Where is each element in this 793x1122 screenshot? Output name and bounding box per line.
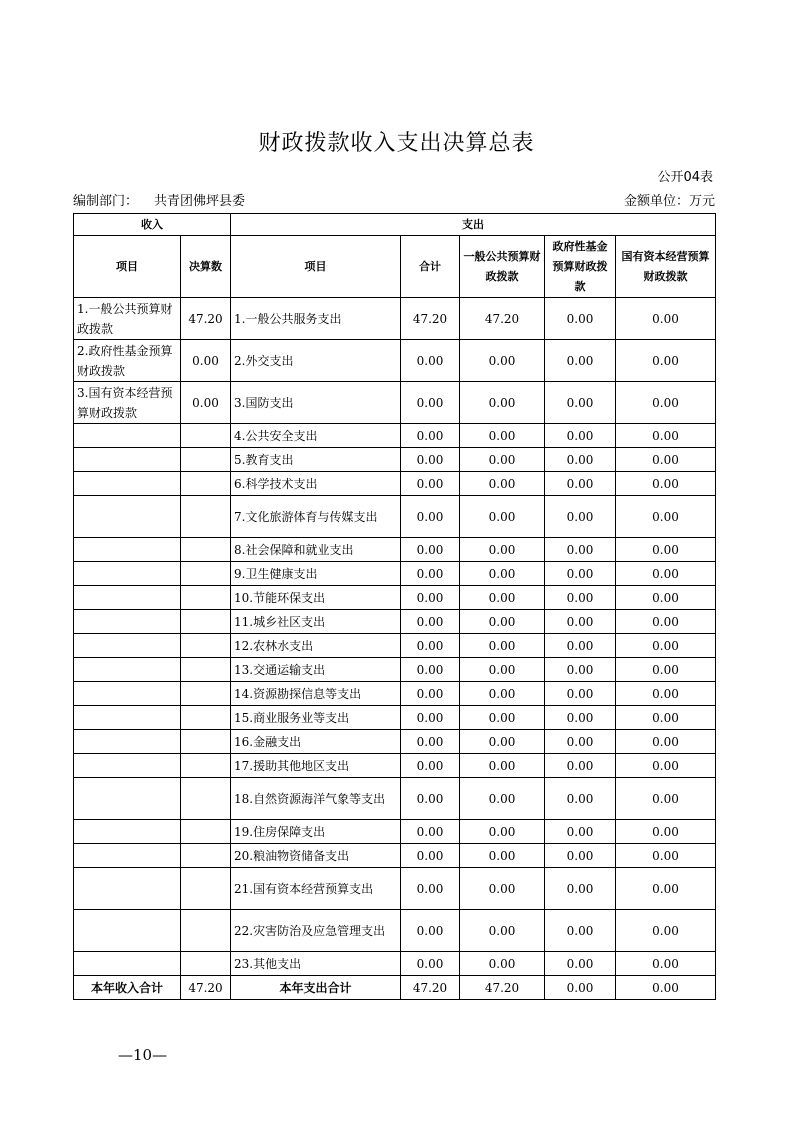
- expense-item-cell: 23.其他支出: [231, 952, 401, 976]
- general-budget-cell: 0.00: [460, 682, 545, 706]
- table-row: [74, 634, 716, 658]
- income-item-cell: [74, 448, 181, 472]
- income-item-cell: [74, 844, 181, 868]
- expense-total-cell: 0.00: [401, 562, 460, 586]
- general-budget-cell: 0.00: [460, 382, 545, 424]
- expense-total-cell: 47.20: [401, 298, 460, 340]
- general-budget-cell: 0.00: [460, 538, 545, 562]
- expense-item-cell: 14.资源勘探信息等支出: [231, 682, 401, 706]
- expense-total-cell: 0.00: [401, 472, 460, 496]
- expense-item-cell: 13.交通运输支出: [231, 658, 401, 682]
- expense-total-fund: 0.00: [545, 976, 616, 1000]
- fund-budget-cell: 0.00: [545, 706, 616, 730]
- income-value-cell: [181, 586, 231, 610]
- table-row: [74, 298, 716, 340]
- income-value-cell: [181, 634, 231, 658]
- income-value-cell: [181, 538, 231, 562]
- expense-total-cell: 0.00: [401, 340, 460, 382]
- expense-total-cell: 0.00: [401, 634, 460, 658]
- state-capital-cell: 0.00: [616, 682, 716, 706]
- fund-budget-cell: 0.00: [545, 778, 616, 820]
- expense-total-cell: 0.00: [401, 682, 460, 706]
- expense-total-cell: 0.00: [401, 754, 460, 778]
- state-capital-cell: 0.00: [616, 496, 716, 538]
- income-item-cell: [74, 910, 181, 952]
- income-value-cell: [181, 754, 231, 778]
- expense-total-cell: 0.00: [401, 538, 460, 562]
- expense-total-label: 本年支出合计: [231, 976, 401, 1000]
- general-budget-cell: 0.00: [460, 340, 545, 382]
- general-budget-cell: 0.00: [460, 820, 545, 844]
- fund-budget-cell: 0.00: [545, 496, 616, 538]
- fund-budget-cell: 0.00: [545, 910, 616, 952]
- expense-total-cell: 0.00: [401, 706, 460, 730]
- income-value-cell: [181, 952, 231, 976]
- general-budget-cell: 0.00: [460, 562, 545, 586]
- state-capital-cell: 0.00: [616, 634, 716, 658]
- state-capital-cell: 0.00: [616, 910, 716, 952]
- expense-total-cell: 0.00: [401, 382, 460, 424]
- fund-budget-cell: 0.00: [545, 562, 616, 586]
- income-value-cell: [181, 496, 231, 538]
- income-item-cell: [74, 610, 181, 634]
- expense-total-value: 47.20: [401, 976, 460, 1000]
- income-item-cell: [74, 682, 181, 706]
- general-budget-cell: 0.00: [460, 658, 545, 682]
- expense-item-cell: 7.文化旅游体育与传媒支出: [231, 496, 401, 538]
- expense-item-cell: 20.粮油物资储备支出: [231, 844, 401, 868]
- table-row: [74, 448, 716, 472]
- table-row: [74, 868, 716, 910]
- expense-total-cell: 0.00: [401, 448, 460, 472]
- fund-budget-cell: 0.00: [545, 382, 616, 424]
- expense-total-cell: 0.00: [401, 730, 460, 754]
- fund-budget-cell: 0.00: [545, 844, 616, 868]
- fund-budget-cell: 0.00: [545, 610, 616, 634]
- expense-header: 支出: [231, 214, 716, 236]
- income-item-cell: 1.一般公共预算财政拨款: [74, 298, 181, 340]
- general-budget-cell: 0.00: [460, 868, 545, 910]
- state-capital-cell: 0.00: [616, 658, 716, 682]
- expense-item-header: 项目: [231, 236, 401, 298]
- income-item-cell: [74, 586, 181, 610]
- table-row: [74, 658, 716, 682]
- income-header: 收入: [74, 214, 231, 236]
- income-item-cell: [74, 952, 181, 976]
- income-item-cell: [74, 658, 181, 682]
- state-capital-cell: 0.00: [616, 730, 716, 754]
- table-row: [74, 424, 716, 448]
- meta-line: [73, 190, 715, 209]
- table-row: [74, 382, 716, 424]
- expense-total-state: 0.00: [616, 976, 716, 1000]
- fund-budget-cell: 0.00: [545, 448, 616, 472]
- table-row: [74, 340, 716, 382]
- expense-item-cell: 6.科学技术支出: [231, 472, 401, 496]
- expense-item-cell: 4.公共安全支出: [231, 424, 401, 448]
- budget-table: [73, 213, 716, 1000]
- income-value-cell: [181, 658, 231, 682]
- general-budget-header: 一般公共预算财政拨款: [460, 236, 545, 298]
- state-capital-cell: 0.00: [616, 610, 716, 634]
- expense-item-cell: 3.国防支出: [231, 382, 401, 424]
- expense-item-cell: 21.国有资本经营预算支出: [231, 868, 401, 910]
- fund-budget-cell: 0.00: [545, 682, 616, 706]
- income-value-cell: [181, 424, 231, 448]
- state-capital-cell: 0.00: [616, 448, 716, 472]
- state-capital-cell: 0.00: [616, 382, 716, 424]
- fund-budget-cell: 0.00: [545, 472, 616, 496]
- expense-total-cell: 0.00: [401, 496, 460, 538]
- expense-total-cell: 0.00: [401, 952, 460, 976]
- table-body: [74, 298, 716, 976]
- general-budget-cell: 0.00: [460, 952, 545, 976]
- state-capital-header: 国有资本经营预算财政拨款: [616, 236, 716, 298]
- income-item-cell: 2.政府性基金预算财政拨款: [74, 340, 181, 382]
- income-item-cell: [74, 496, 181, 538]
- expense-item-cell: 11.城乡社区支出: [231, 610, 401, 634]
- fund-budget-cell: 0.00: [545, 298, 616, 340]
- income-value-cell: [181, 682, 231, 706]
- fund-budget-cell: 0.00: [545, 424, 616, 448]
- income-value-cell: [181, 730, 231, 754]
- income-value-cell: [181, 820, 231, 844]
- fund-budget-header: 政府性基金预算财政拨款: [545, 236, 616, 298]
- income-value-cell: [181, 562, 231, 586]
- state-capital-cell: 0.00: [616, 778, 716, 820]
- income-value-cell: [181, 610, 231, 634]
- income-item-cell: [74, 820, 181, 844]
- income-item-cell: [74, 472, 181, 496]
- income-item-cell: [74, 706, 181, 730]
- income-value-cell: 0.00: [181, 382, 231, 424]
- expense-item-cell: 5.教育支出: [231, 448, 401, 472]
- general-budget-cell: 0.00: [460, 730, 545, 754]
- income-value-cell: [181, 844, 231, 868]
- income-item-cell: 3.国有资本经营预算财政拨款: [74, 382, 181, 424]
- table-row: [74, 472, 716, 496]
- fund-budget-cell: 0.00: [545, 658, 616, 682]
- table-row: [74, 562, 716, 586]
- general-budget-cell: 0.00: [460, 778, 545, 820]
- income-item-header: 项目: [74, 236, 181, 298]
- fund-budget-cell: 0.00: [545, 730, 616, 754]
- state-capital-cell: 0.00: [616, 844, 716, 868]
- expense-total-cell: 0.00: [401, 910, 460, 952]
- expense-item-cell: 15.商业服务业等支出: [231, 706, 401, 730]
- compiler-name: 共青团佛坪县委: [154, 194, 246, 209]
- income-value-cell: [181, 472, 231, 496]
- income-item-cell: [74, 754, 181, 778]
- fund-budget-cell: 0.00: [545, 952, 616, 976]
- compiler-info: [73, 190, 245, 209]
- form-number: 公开04表: [657, 170, 713, 185]
- income-value-cell: [181, 778, 231, 820]
- expense-item-cell: 19.住房保障支出: [231, 820, 401, 844]
- fund-budget-cell: 0.00: [545, 754, 616, 778]
- general-budget-cell: 0.00: [460, 496, 545, 538]
- state-capital-cell: 0.00: [616, 562, 716, 586]
- table-row: [74, 820, 716, 844]
- expense-item-cell: 10.节能环保支出: [231, 586, 401, 610]
- expense-total-cell: 0.00: [401, 658, 460, 682]
- amount-unit: 金额单位：万元: [623, 194, 715, 209]
- income-item-cell: [74, 778, 181, 820]
- document-title: 财政拨款收入支出决算总表: [258, 131, 535, 156]
- expense-item-cell: 22.灾害防治及应急管理支出: [231, 910, 401, 952]
- table-row: [74, 754, 716, 778]
- expense-total-cell: 0.00: [401, 844, 460, 868]
- expense-total-cell: 0.00: [401, 820, 460, 844]
- table-row: [74, 682, 716, 706]
- income-value-cell: 0.00: [181, 340, 231, 382]
- expense-item-cell: 12.农林水支出: [231, 634, 401, 658]
- table-row: [74, 730, 716, 754]
- state-capital-cell: 0.00: [616, 952, 716, 976]
- fund-budget-cell: 0.00: [545, 868, 616, 910]
- expense-total-cell: 0.00: [401, 610, 460, 634]
- income-value-cell: [181, 868, 231, 910]
- state-capital-cell: 0.00: [616, 586, 716, 610]
- income-value-cell: [181, 448, 231, 472]
- general-budget-cell: 47.20: [460, 298, 545, 340]
- general-budget-cell: 0.00: [460, 424, 545, 448]
- table-row: [74, 538, 716, 562]
- expense-item-cell: 1.一般公共服务支出: [231, 298, 401, 340]
- income-value-cell: 47.20: [181, 298, 231, 340]
- expense-item-cell: 18.自然资源海洋气象等支出: [231, 778, 401, 820]
- table-row: [74, 706, 716, 730]
- table-row: [74, 844, 716, 868]
- expense-total-cell: 0.00: [401, 586, 460, 610]
- state-capital-cell: 0.00: [616, 424, 716, 448]
- income-item-cell: [74, 634, 181, 658]
- fund-budget-cell: 0.00: [545, 820, 616, 844]
- expense-total-cell: 0.00: [401, 868, 460, 910]
- state-capital-cell: 0.00: [616, 538, 716, 562]
- general-budget-cell: 0.00: [460, 844, 545, 868]
- state-capital-cell: 0.00: [616, 298, 716, 340]
- general-budget-cell: 0.00: [460, 610, 545, 634]
- state-capital-cell: 0.00: [616, 706, 716, 730]
- fund-budget-cell: 0.00: [545, 340, 616, 382]
- income-item-cell: [74, 730, 181, 754]
- income-total-label: 本年收入合计: [74, 976, 181, 1000]
- income-item-cell: [74, 424, 181, 448]
- final-amount-header: 决算数: [181, 236, 231, 298]
- expense-total-cell: 0.00: [401, 424, 460, 448]
- state-capital-cell: 0.00: [616, 820, 716, 844]
- state-capital-cell: 0.00: [616, 472, 716, 496]
- income-value-cell: [181, 910, 231, 952]
- table-row: [74, 610, 716, 634]
- general-budget-cell: 0.00: [460, 448, 545, 472]
- expense-total-cell: 0.00: [401, 778, 460, 820]
- table-row: [74, 910, 716, 952]
- fund-budget-cell: 0.00: [545, 634, 616, 658]
- fund-budget-cell: 0.00: [545, 586, 616, 610]
- income-total-value: 47.20: [181, 976, 231, 1000]
- total-header: 合计: [401, 236, 460, 298]
- expense-item-cell: 9.卫生健康支出: [231, 562, 401, 586]
- table-row: [74, 496, 716, 538]
- income-item-cell: [74, 538, 181, 562]
- state-capital-cell: 0.00: [616, 754, 716, 778]
- expense-item-cell: 17.援助其他地区支出: [231, 754, 401, 778]
- fund-budget-cell: 0.00: [545, 538, 616, 562]
- expense-total-general: 47.20: [460, 976, 545, 1000]
- table-row: [74, 586, 716, 610]
- income-value-cell: [181, 706, 231, 730]
- state-capital-cell: 0.00: [616, 340, 716, 382]
- compiler-label: 编制部门：: [73, 194, 139, 209]
- expense-item-cell: 8.社会保障和就业支出: [231, 538, 401, 562]
- state-capital-cell: 0.00: [616, 868, 716, 910]
- general-budget-cell: 0.00: [460, 586, 545, 610]
- income-item-cell: [74, 562, 181, 586]
- table-row: [74, 952, 716, 976]
- general-budget-cell: 0.00: [460, 472, 545, 496]
- general-budget-cell: 0.00: [460, 910, 545, 952]
- table-row: [74, 778, 716, 820]
- page-number: —10—: [118, 1046, 168, 1064]
- expense-item-cell: 16.金融支出: [231, 730, 401, 754]
- general-budget-cell: 0.00: [460, 754, 545, 778]
- general-budget-cell: 0.00: [460, 706, 545, 730]
- general-budget-cell: 0.00: [460, 634, 545, 658]
- expense-item-cell: 2.外交支出: [231, 340, 401, 382]
- income-item-cell: [74, 868, 181, 910]
